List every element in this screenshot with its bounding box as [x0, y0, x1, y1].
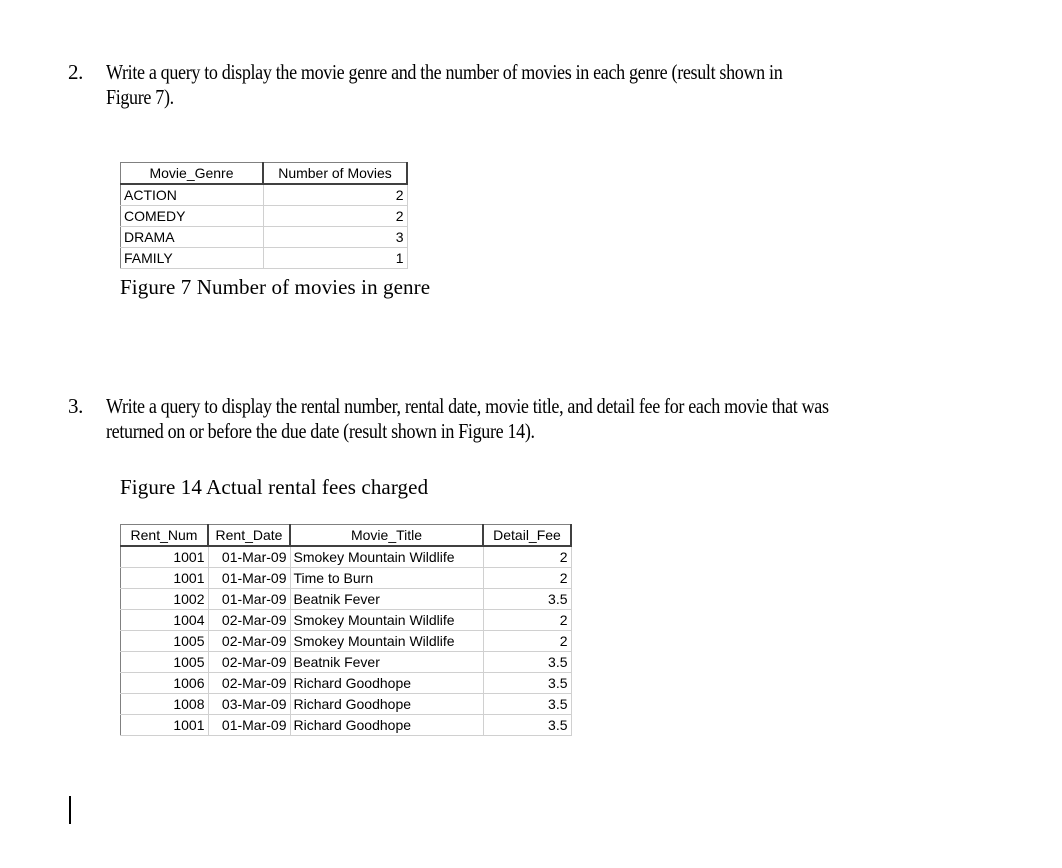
detail-fee-cell: 2 — [483, 631, 571, 652]
table-row — [121, 652, 572, 673]
table-row — [121, 568, 572, 589]
rent-num-cell: 1001 — [121, 568, 209, 589]
genre-cell: ACTION — [121, 184, 264, 206]
figure-7-caption: Figure 7 Number of movies in genre — [120, 275, 431, 299]
question-3-number: 3. — [68, 394, 83, 418]
table-row — [121, 631, 572, 652]
movie-title-cell: Beatnik Fever — [290, 652, 483, 673]
count-cell: 1 — [263, 248, 407, 269]
rent-num-cell: 1005 — [121, 631, 209, 652]
table-row — [121, 589, 572, 610]
genre-cell: FAMILY — [121, 248, 264, 269]
genre-cell: DRAMA — [121, 227, 264, 248]
genre-cell: COMEDY — [121, 206, 264, 227]
rent-date-cell: 01-Mar-09 — [208, 568, 290, 589]
table-header-row — [121, 163, 408, 185]
table-row — [121, 206, 408, 227]
rent-num-cell: 1006 — [121, 673, 209, 694]
table-row — [121, 227, 408, 248]
movie-title-cell: Richard Goodhope — [290, 694, 483, 715]
table-row — [121, 248, 408, 269]
count-cell: 2 — [263, 206, 407, 227]
rent-num-cell: 1001 — [121, 546, 209, 568]
rent-date-cell: 02-Mar-09 — [208, 631, 290, 652]
rent-date-cell: 02-Mar-09 — [208, 652, 290, 673]
table-row — [121, 715, 572, 736]
rent-date-cell: 02-Mar-09 — [208, 673, 290, 694]
movie-title-cell: Smokey Mountain Wildlife — [290, 631, 483, 652]
table-row — [121, 184, 408, 206]
text-cursor — [69, 796, 71, 824]
detail-fee-cell: 3.5 — [483, 673, 571, 694]
rent-date-cell: 01-Mar-09 — [208, 589, 290, 610]
column-header-movie-title: Movie_Title — [290, 525, 483, 547]
detail-fee-cell: 3.5 — [483, 694, 571, 715]
rent-num-cell: 1005 — [121, 652, 209, 673]
column-header-rent-date: Rent_Date — [208, 525, 290, 547]
figure-14-caption: Figure 14 Actual rental fees charged — [120, 475, 429, 499]
table-row — [121, 673, 572, 694]
rent-num-cell: 1004 — [121, 610, 209, 631]
rent-date-cell: 03-Mar-09 — [208, 694, 290, 715]
table-row — [121, 610, 572, 631]
movie-title-cell: Smokey Mountain Wildlife — [290, 546, 483, 568]
column-header-detail-fee: Detail_Fee — [483, 525, 571, 547]
count-cell: 2 — [263, 184, 407, 206]
detail-fee-cell: 2 — [483, 568, 571, 589]
rent-date-cell: 01-Mar-09 — [208, 715, 290, 736]
genre-count-table — [120, 162, 408, 269]
question-3 — [68, 394, 1011, 444]
rent-num-cell: 1008 — [121, 694, 209, 715]
rent-num-cell: 1002 — [121, 589, 209, 610]
column-header-movie-genre: Movie_Genre — [121, 163, 264, 185]
detail-fee-cell: 2 — [483, 546, 571, 568]
table-row — [121, 546, 572, 568]
column-header-rent-num: Rent_Num — [121, 525, 209, 547]
movie-title-cell: Beatnik Fever — [290, 589, 483, 610]
rent-date-cell: 01-Mar-09 — [208, 546, 290, 568]
detail-fee-cell: 2 — [483, 610, 571, 631]
question-2 — [68, 60, 1011, 110]
rent-num-cell: 1001 — [121, 715, 209, 736]
question-2-number: 2. — [68, 60, 83, 84]
detail-fee-cell: 3.5 — [483, 652, 571, 673]
count-cell: 3 — [263, 227, 407, 248]
rent-date-cell: 02-Mar-09 — [208, 610, 290, 631]
movie-title-cell: Time to Burn — [290, 568, 483, 589]
movie-title-cell: Smokey Mountain Wildlife — [290, 610, 483, 631]
question-2-text: Write a query to display the movie genre and the number of movies in each genre (result shown in Figure 7). — [106, 60, 783, 109]
table-row — [121, 694, 572, 715]
column-header-number-of-movies: Number of Movies — [263, 163, 407, 185]
movie-title-cell: Richard Goodhope — [290, 715, 483, 736]
rental-fees-table — [120, 524, 572, 736]
movie-title-cell: Richard Goodhope — [290, 673, 483, 694]
detail-fee-cell: 3.5 — [483, 589, 571, 610]
question-3-text: Write a query to display the rental number, rental date, movie title, and detail fee for each movie that was returned on or before the due date (result shown in Figure 14). — [106, 394, 829, 443]
detail-fee-cell: 3.5 — [483, 715, 571, 736]
table-header-row — [121, 525, 572, 547]
